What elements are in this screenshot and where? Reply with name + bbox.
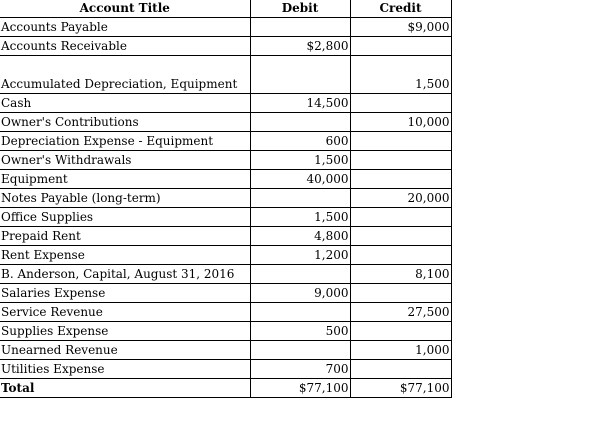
account-title-cell: Depreciation Expense - Equipment	[0, 132, 250, 151]
credit-cell	[350, 246, 451, 265]
header-row	[0, 0, 451, 18]
table-row	[0, 189, 451, 208]
total-row	[0, 379, 451, 398]
table-row	[0, 18, 451, 37]
credit-cell	[350, 360, 451, 379]
table-row	[0, 360, 451, 379]
account-title-cell: B. Anderson, Capital, August 31, 2016	[0, 265, 250, 284]
account-title-cell: Supplies Expense	[0, 322, 250, 341]
credit-cell	[350, 227, 451, 246]
table-row	[0, 37, 451, 56]
table-row	[0, 322, 451, 341]
debit-cell: 1,500	[250, 151, 350, 170]
debit-cell: 600	[250, 132, 350, 151]
debit-cell: 500	[250, 322, 350, 341]
credit-cell	[350, 170, 451, 189]
credit-cell: 20,000	[350, 189, 451, 208]
account-title-cell: Owner's Withdrawals	[0, 151, 250, 170]
credit-cell	[350, 37, 451, 56]
table-row	[0, 246, 451, 265]
credit-cell: 27,500	[350, 303, 451, 322]
table-row	[0, 56, 451, 94]
account-title-cell: Owner's Contributions	[0, 113, 250, 132]
credit-cell	[350, 151, 451, 170]
credit-cell	[350, 208, 451, 227]
total-credit: $77,100	[350, 379, 451, 398]
debit-cell	[250, 113, 350, 132]
credit-cell: 1,500	[350, 56, 451, 94]
debit-cell	[250, 341, 350, 360]
table-row	[0, 151, 451, 170]
debit-cell: 40,000	[250, 170, 350, 189]
table-row	[0, 113, 451, 132]
table-row	[0, 265, 451, 284]
debit-header: Debit	[250, 0, 350, 18]
debit-cell: 9,000	[250, 284, 350, 303]
debit-cell	[250, 265, 350, 284]
account-title-cell: Utilities Expense	[0, 360, 250, 379]
total-debit: $77,100	[250, 379, 350, 398]
account-title-cell: Service Revenue	[0, 303, 250, 322]
credit-cell	[350, 94, 451, 113]
table-row	[0, 208, 451, 227]
debit-cell	[250, 303, 350, 322]
table-row	[0, 170, 451, 189]
account-title-cell: Salaries Expense	[0, 284, 250, 303]
account-title-cell: Accumulated Depreciation, Equipment	[0, 56, 250, 94]
debit-cell: 4,800	[250, 227, 350, 246]
table-row	[0, 132, 451, 151]
account-title-cell: Accounts Payable	[0, 18, 250, 37]
account-title-cell: Rent Expense	[0, 246, 250, 265]
account-title-cell: Notes Payable (long-term)	[0, 189, 250, 208]
debit-cell	[250, 56, 350, 94]
account-title-cell: Unearned Revenue	[0, 341, 250, 360]
debit-cell	[250, 18, 350, 37]
table-row	[0, 341, 451, 360]
credit-cell	[350, 284, 451, 303]
account-title-header: Account Title	[0, 0, 250, 18]
account-title-cell: Prepaid Rent	[0, 227, 250, 246]
debit-cell	[250, 189, 350, 208]
credit-header: Credit	[350, 0, 451, 18]
table-row	[0, 284, 451, 303]
total-label: Total	[0, 379, 250, 398]
debit-cell: 1,500	[250, 208, 350, 227]
credit-cell: 1,000	[350, 341, 451, 360]
credit-cell	[350, 322, 451, 341]
credit-cell	[350, 132, 451, 151]
debit-cell: 1,200	[250, 246, 350, 265]
account-title-cell: Equipment	[0, 170, 250, 189]
credit-cell: $9,000	[350, 18, 451, 37]
account-title-cell: Cash	[0, 94, 250, 113]
table-row	[0, 227, 451, 246]
debit-cell: 14,500	[250, 94, 350, 113]
table-row	[0, 303, 451, 322]
debit-cell: 700	[250, 360, 350, 379]
account-title-cell: Accounts Receivable	[0, 37, 250, 56]
credit-cell: 10,000	[350, 113, 451, 132]
account-title-cell: Office Supplies	[0, 208, 250, 227]
table-row	[0, 94, 451, 113]
credit-cell: 8,100	[350, 265, 451, 284]
debit-cell: $2,800	[250, 37, 350, 56]
